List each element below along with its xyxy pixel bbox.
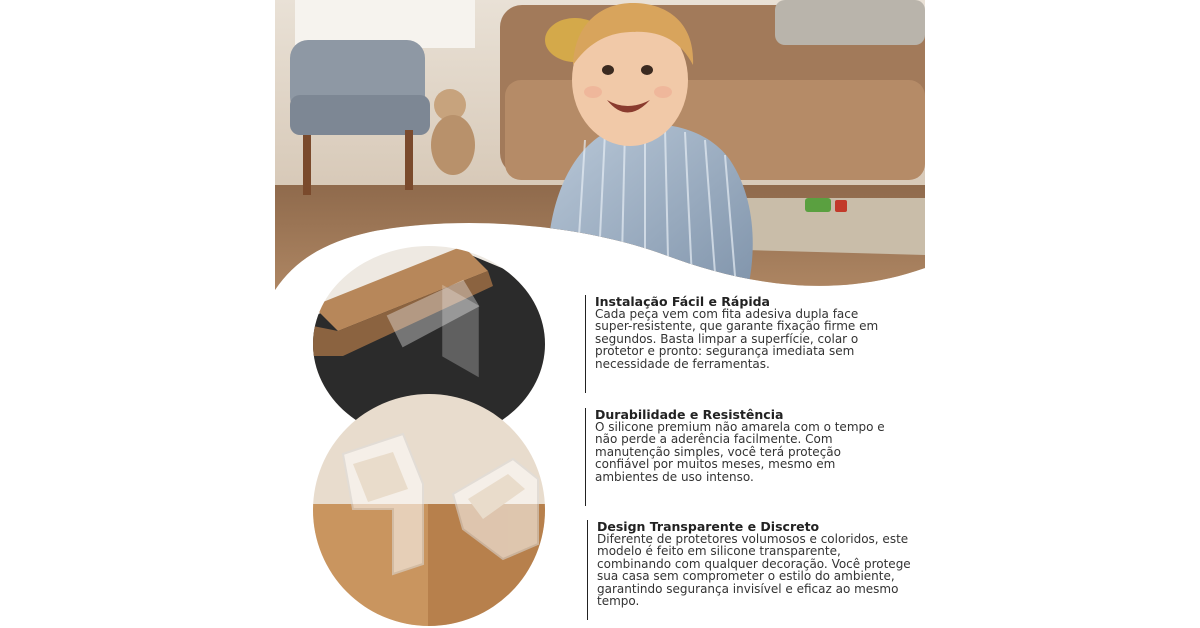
feature-easy-install (585, 295, 895, 393)
feature-title: Instalação Fácil e Rápida (595, 294, 770, 309)
feature-durability (585, 408, 895, 506)
feature-body: O silicone premium não amarela com o tempo e não perde a aderência facilmente. Com manutenção simples, você terá proteção confiável por muitos meses, mesmo em ambientes de uso intenso. (595, 420, 885, 484)
feature-body: Cada peça vem com fita adesiva dupla face super-resistente, que garante fixação firme em segundos. Basta limpar a superfície, colar o protetor e pronto: segurança imediata sem necessidade de ferramentas. (595, 307, 879, 371)
product-photo-corner-protectors (313, 394, 545, 626)
feature-body: Diferente de protetores volumosos e coloridos, este modelo é feito em silicone transparente, combinando com qualquer decoração. Você protege sua casa sem comprometer o estilo do ambiente, garantindo segurança invisível e eficaz ao mesmo tempo. (597, 532, 911, 609)
product-banner (275, 0, 925, 628)
feature-title: Durabilidade e Resistência (595, 407, 784, 422)
feature-transparent-design (587, 520, 917, 620)
feature-title: Design Transparente e Discreto (597, 519, 820, 534)
